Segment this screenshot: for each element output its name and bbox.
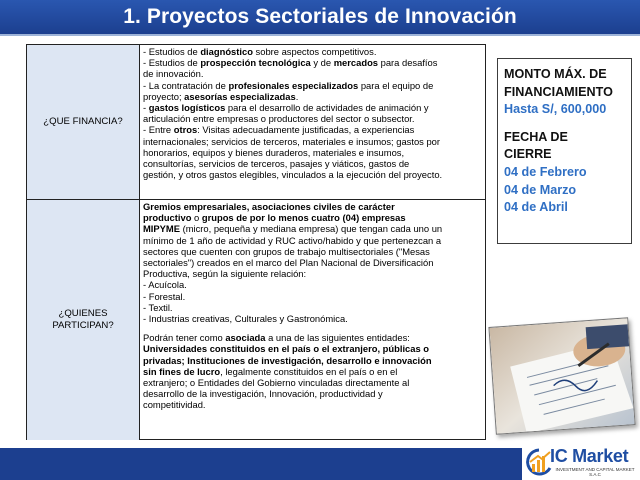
closing-date-2: 04 de Marzo <box>504 182 577 197</box>
bold-run: asociada <box>225 332 266 344</box>
table-row-participan <box>27 200 485 440</box>
text-run: Productiva, según la siguiente relación: <box>143 268 307 280</box>
row-label-participan-text: ¿QUIENES PARTICIPAN? <box>52 308 114 331</box>
closing-date-1: 04 de Febrero <box>504 164 587 179</box>
content-line <box>143 324 482 332</box>
text-run: sectoriales") creados en el marco del Plan Nacional de Diversificación <box>143 257 434 269</box>
info-table <box>26 44 486 440</box>
text-run: para desafíos <box>378 57 438 69</box>
content-line <box>143 124 482 135</box>
content-line <box>143 355 482 366</box>
text-run: (micro, pequeña y mediana empresa) que tengan cada uno un <box>179 223 443 235</box>
fecha-label-2: CIERRE <box>504 147 552 162</box>
content-line <box>143 343 482 354</box>
title-bar <box>0 0 640 36</box>
text-run: - Forestal. <box>143 290 186 302</box>
content-line <box>143 57 482 68</box>
bold-run: sin fines de lucro <box>143 365 221 377</box>
closing-date-3: 04 de Abril <box>504 200 568 215</box>
text-run: : Visitas adecuadamente justificadas, a experiencias <box>197 124 415 136</box>
text-run: - <box>143 102 149 114</box>
text-run: sectores que cuenten con grupos de trabajo multisectoriales ("Mesas <box>143 245 430 257</box>
bold-run: prospección tecnológica <box>200 57 311 69</box>
text-run: o <box>191 212 202 224</box>
text-run: - Estudios de <box>143 57 201 69</box>
text-run: para el equipo de <box>358 79 434 91</box>
content-line <box>143 68 482 79</box>
bold-run: grupos de por lo menos cuatro (04) empresas <box>201 212 406 224</box>
text-run: internacionales; servicios de terceros, materiales e insumos; gastos por <box>143 135 441 147</box>
text-run: - Entre <box>143 124 174 136</box>
text-run: - Estudios de <box>143 46 201 57</box>
row-label-participan <box>27 200 140 440</box>
content-line <box>143 91 482 102</box>
content-line <box>143 246 482 257</box>
bold-run: MIPYME <box>143 223 180 235</box>
bold-run: asesorías especializadas <box>184 90 296 102</box>
text-run: de innovación. <box>143 68 204 80</box>
bold-run: Gremios empresariales, asociaciones civiles de carácter <box>143 201 395 212</box>
text-run: , legalmente constituidos en el país o en el <box>220 365 398 377</box>
logo-tagline: INVESTMENT AND CAPITAL MARKET S.A.C <box>555 467 635 477</box>
content-line <box>143 291 482 302</box>
text-run: competitividad. <box>143 399 206 411</box>
content-line <box>143 201 482 212</box>
row-label-financia: ¿QUE FINANCIA? <box>27 45 140 199</box>
bold-run: privadas; Instituciones de investigación, desarrollo e innovación <box>143 354 432 366</box>
content-line <box>143 80 482 91</box>
text-run: - Textil. <box>143 301 173 313</box>
text-run: consultorías, servicios de terceros, pasajes y viáticos, gastos de <box>143 158 410 170</box>
logo-mark-icon <box>526 448 552 478</box>
logo-name: IC Market <box>550 446 629 466</box>
content-line <box>143 223 482 234</box>
text-run: a una de las siguientes entidades: <box>265 332 410 344</box>
content-line <box>143 136 482 147</box>
bold-run: gastos logísticos <box>148 102 226 114</box>
bold-run: productivo <box>143 212 192 224</box>
content-line <box>143 302 482 313</box>
content-line <box>143 257 482 268</box>
text-run: mínimo de 1 año de actividad y RUC activo/habido y que pertenezcan a <box>143 234 442 246</box>
financia-content <box>143 46 482 180</box>
content-line <box>143 279 482 290</box>
content-line <box>143 313 482 324</box>
monto-label-1: MONTO MÁX. DE <box>504 67 607 81</box>
fecha-label-1: FECHA DE <box>504 129 568 144</box>
content-line <box>143 169 482 180</box>
content-line <box>143 158 482 169</box>
content-line <box>143 147 482 158</box>
text-run: - Industrias creativas, Culturales y Gastronómica. <box>143 313 348 325</box>
document-photo-illustration <box>489 318 635 435</box>
text-run: desarrollo de la investigación, Innovación, productividad y <box>143 388 383 400</box>
text-run: Podrán tener como <box>143 332 226 344</box>
participan-content <box>143 201 482 411</box>
content-line <box>143 212 482 223</box>
content-line <box>143 399 482 410</box>
bold-run: mercados <box>333 57 379 69</box>
ic-market-logo <box>522 444 640 480</box>
text-run: articulación entre empresas o productores del sector o subsector. <box>143 113 415 125</box>
text-run: extranjero; o Entidades del Gobierno vinculadas directamente al <box>143 377 410 389</box>
text-run: sobre aspectos competitivos. <box>252 46 377 57</box>
text-run: proyecto; <box>143 90 185 102</box>
bold-run: Universidades constituidos en el país o el extranjero, públicas o <box>143 343 430 355</box>
text-run: - La contratación de <box>143 79 229 91</box>
monto-label-2: FINANCIAMIENTO <box>504 84 613 99</box>
page-title: 1. Proyectos Sectoriales de Innovación <box>123 5 517 28</box>
bold-run: otros <box>173 124 198 136</box>
content-line <box>143 46 482 57</box>
content-line <box>143 377 482 388</box>
document-signing-photo <box>488 317 635 435</box>
text-run: - Acuícola. <box>143 279 187 291</box>
financing-info-box <box>497 58 632 244</box>
table-row-financia <box>27 45 485 200</box>
content-line <box>143 235 482 246</box>
content-line <box>143 113 482 124</box>
content-line <box>143 388 482 399</box>
text-run: para el desarrollo de actividades de animación y <box>225 102 429 114</box>
bold-run: profesionales especializados <box>228 79 359 91</box>
bold-run: diagnóstico <box>200 46 253 57</box>
text-run: honorarios, equipos y bienes duraderos, materiales e insumos, <box>143 146 405 158</box>
text-run: gestión, y otros gastos elegibles, vinculados a la ejecución del proyecto. <box>143 169 443 181</box>
monto-value: Hasta S/, 600,000 <box>504 102 607 117</box>
content-line <box>143 366 482 377</box>
text-run: y de <box>310 57 334 69</box>
content-line <box>143 268 482 279</box>
content-line <box>143 102 482 113</box>
text-run: . <box>295 90 299 102</box>
content-line <box>143 332 482 343</box>
